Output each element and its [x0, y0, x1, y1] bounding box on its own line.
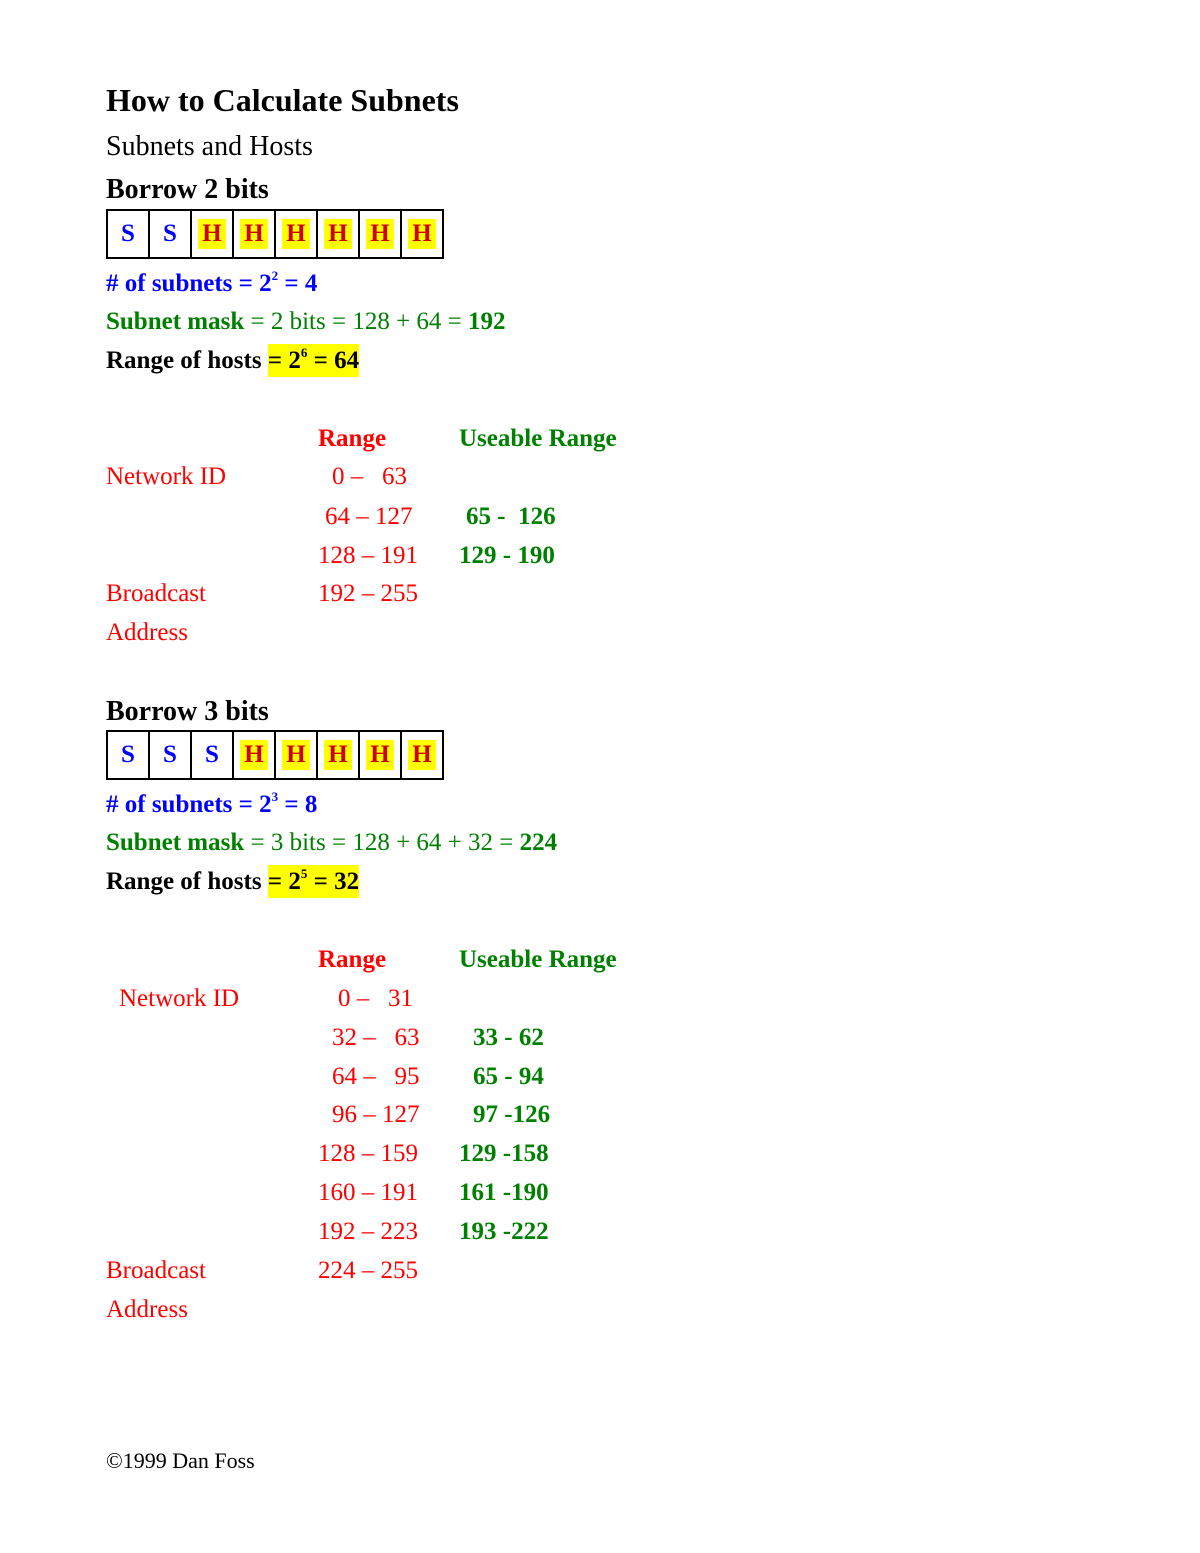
useable-cell: 33 - 62 — [473, 1024, 544, 1051]
bit-cell: H — [360, 211, 402, 257]
section2-subnet-mask: Subnet mask = 3 bits = 128 + 64 + 32 = 224 — [106, 829, 558, 856]
bit-cell: S — [150, 732, 192, 778]
section1-useable-header: Useable Range — [459, 425, 617, 452]
range-cell: 192 – 223 — [318, 1218, 418, 1245]
useable-cell: 193 -222 — [459, 1218, 549, 1245]
bit-cell: H — [276, 732, 318, 778]
section1-host-range: Range of hosts = $2^6 = 64$ — [106, 348, 359, 373]
range-cell: 128 – 159 — [318, 1140, 418, 1167]
useable-cell: 65 - 126 — [466, 503, 556, 530]
range-cell: 0 – 63 — [332, 463, 407, 490]
range-cell: 160 – 191 — [318, 1179, 418, 1206]
bit-cell: H — [276, 211, 318, 257]
section2-subnets-formula: # of subnets = $2^3 = 8$ — [106, 788, 318, 818]
section2-useable-header: Useable Range — [459, 946, 617, 973]
range-cell: 128 – 191 — [318, 542, 418, 569]
useable-cell: 129 - 190 — [459, 542, 555, 569]
bit-cell: H — [402, 211, 442, 257]
bit-cell: S — [108, 211, 150, 257]
bit-cell: S — [150, 211, 192, 257]
section2-bit-diagram — [106, 730, 444, 780]
bit-cell: H — [360, 732, 402, 778]
section2-network-id-label: Network ID — [119, 985, 240, 1012]
bit-cell: H — [192, 211, 234, 257]
bit-cell: H — [318, 732, 360, 778]
section1-subnets-formula: # of subnets = $2^2 = 4$ — [106, 267, 318, 297]
copyright-footer: ©1999 Dan Foss — [106, 1448, 255, 1473]
section1-range-header: Range — [318, 425, 387, 452]
bit-cell: H — [318, 211, 360, 257]
section1-heading: Borrow 2 bits — [106, 174, 269, 205]
section2-heading: Borrow 3 bits — [106, 696, 269, 727]
useable-cell: 161 -190 — [459, 1179, 549, 1206]
range-cell: 64 – 127 — [325, 503, 413, 530]
bit-cell: H — [234, 732, 276, 778]
useable-cell: 65 - 94 — [473, 1063, 544, 1090]
page-subtitle: Subnets and Hosts — [106, 131, 313, 162]
range-cell: 96 – 127 — [332, 1101, 420, 1128]
section1-subnet-mask: Subnet mask = 2 bits = 128 + 64 = 192 — [106, 308, 506, 335]
bit-cell: H — [402, 732, 442, 778]
range-cell: 192 – 255 — [318, 580, 418, 607]
bit-cell: S — [108, 732, 150, 778]
section1-network-id-label: Network ID — [106, 463, 227, 490]
page-title: How to Calculate Subnets — [106, 82, 459, 118]
section2-broadcast-label: Broadcast — [106, 1257, 206, 1284]
bit-cell: H — [234, 211, 276, 257]
section2-range-header: Range — [318, 946, 387, 973]
range-cell: 0 – 31 — [338, 985, 413, 1012]
useable-cell: 97 -126 — [473, 1101, 551, 1128]
range-cell: 64 – 95 — [332, 1063, 420, 1090]
useable-cell: 129 -158 — [459, 1140, 549, 1167]
section1-address-label: Address — [106, 619, 188, 646]
section2-address-label: Address — [106, 1296, 188, 1323]
section1-broadcast-label: Broadcast — [106, 580, 206, 607]
bit-cell: S — [192, 732, 234, 778]
range-cell: 32 – 63 — [332, 1024, 420, 1051]
section2-host-range: Range of hosts = $2^5 = 32$ — [106, 869, 359, 894]
range-cell: 224 – 255 — [318, 1257, 418, 1284]
section1-bit-diagram — [106, 209, 444, 259]
